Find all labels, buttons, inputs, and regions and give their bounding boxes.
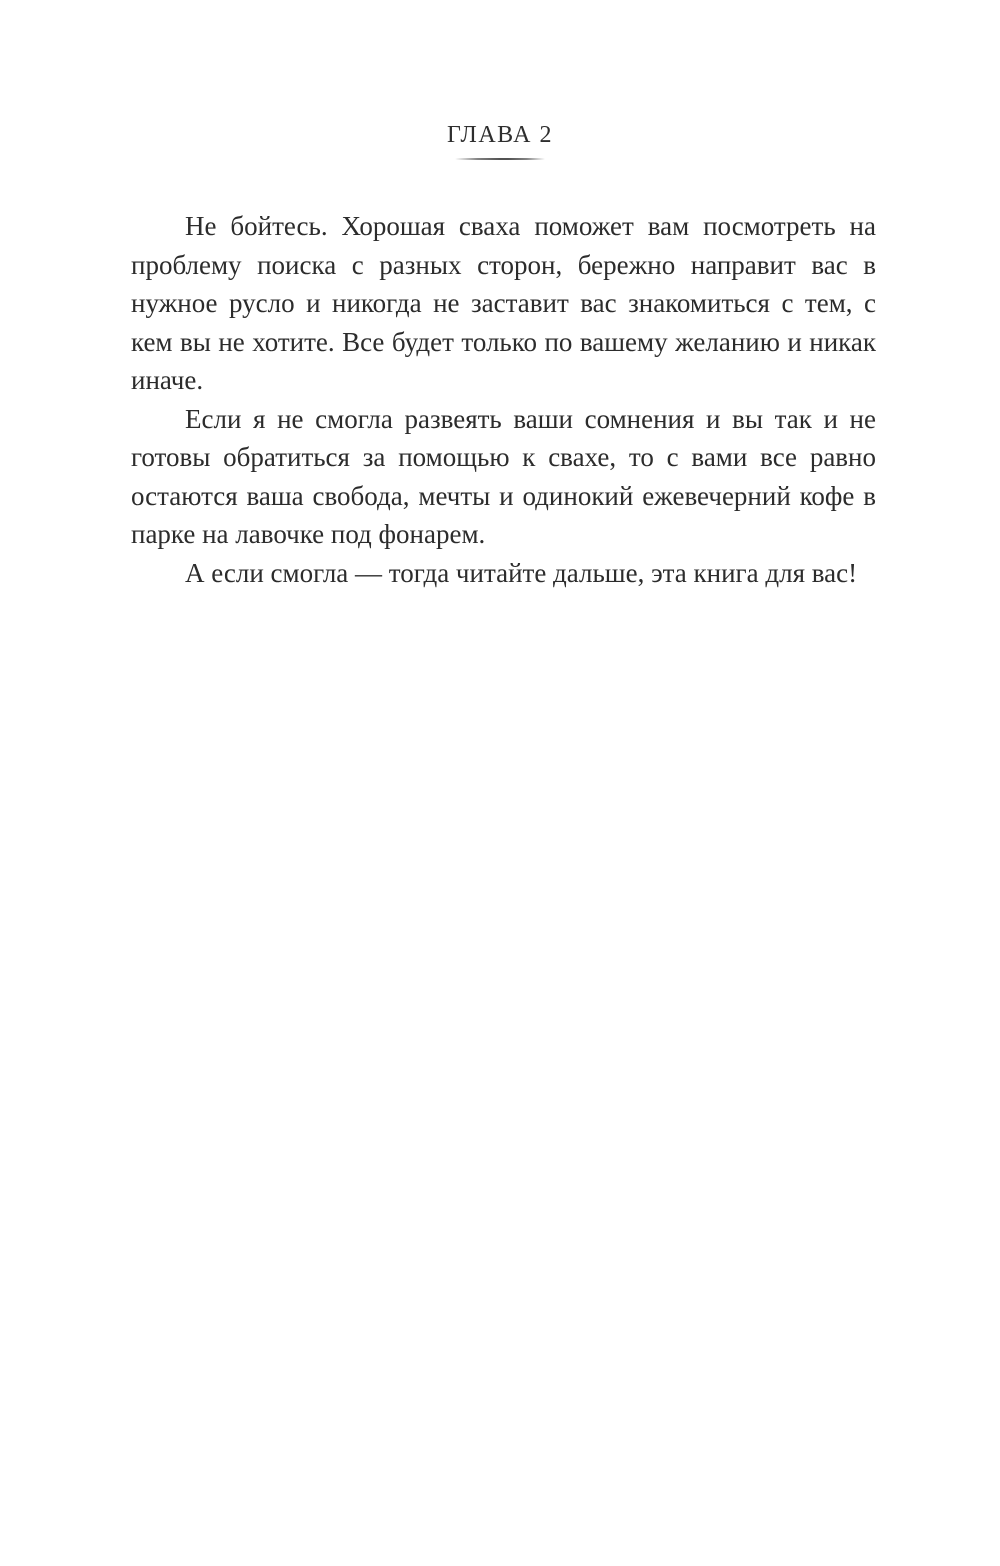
paragraph-3: А если смогла — тогда читайте дальше, эта книга для вас! (185, 557, 858, 588)
chapter-body (131, 207, 876, 592)
chapter-underline-ornament (455, 157, 545, 161)
chapter-header (0, 122, 1000, 161)
paragraph-1: Не бойтесь. Хорошая сваха поможет вам посмотреть на проблему поиска с разных сторон, бережно направит вас в нужное русло и никогда не заставит вас знакомиться с тем, с кем вы не хотите. Все будет только по вашему желанию и никак иначе. (131, 211, 876, 395)
paragraph-2: Если я не смогла развеять ваши сомнения и вы так и не готовы обратиться за помощью к свахе, то с вами все равно остаются ваша свобода, мечты и одинокий ежевечерний кофе в парке на лавочке под фонарем. (131, 403, 876, 549)
chapter-title: ГЛАВА 2 (446, 122, 553, 148)
